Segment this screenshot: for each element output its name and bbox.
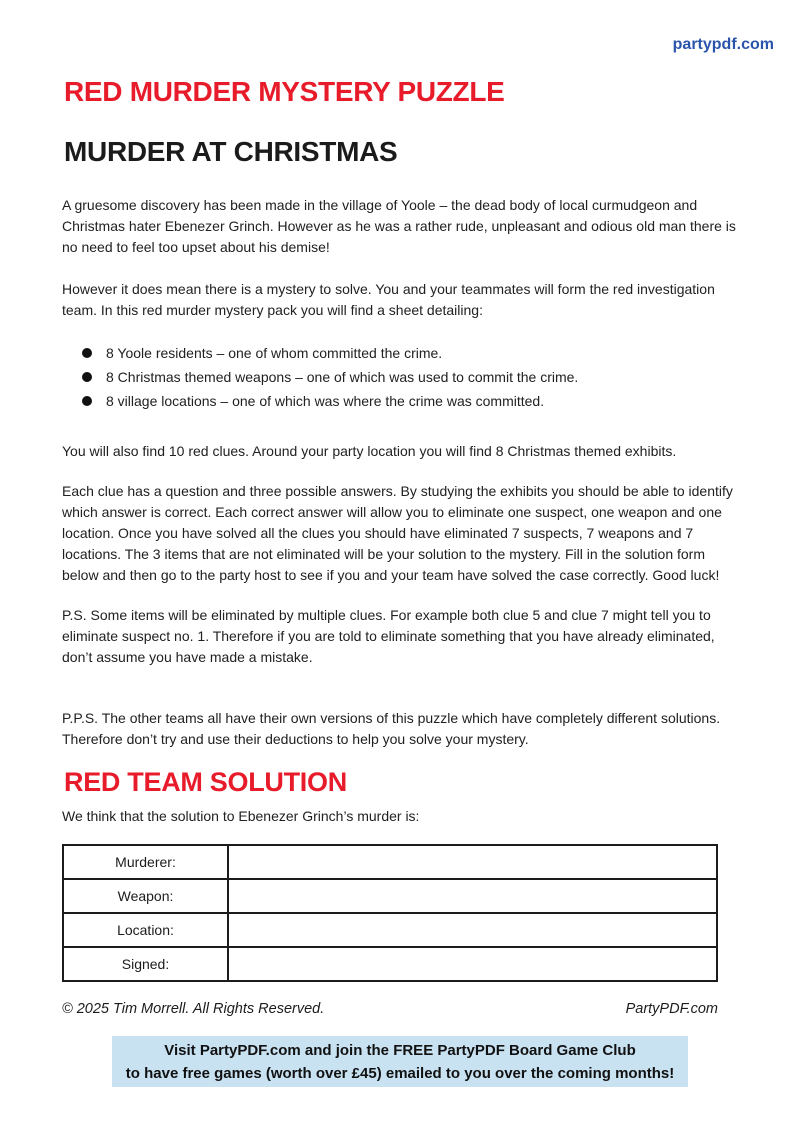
signed-answer-field[interactable] <box>228 947 717 981</box>
mystery-paragraph: However it does mean there is a mystery to solve. You and your teammates will form the red investigation team. In this red murder mystery pack you will find a sheet detailing: <box>62 281 715 318</box>
page-title: RED MURDER MYSTERY PUZZLE <box>64 76 505 107</box>
clues-paragraph: You will also find 10 red clues. Around your party location you will find 8 Christmas themed exhibits. <box>62 443 677 459</box>
solution-intro-text: We think that the solution to Ebenezer Grinch’s murder is: <box>62 808 420 824</box>
table-row <box>63 947 717 981</box>
solution-section-title: RED TEAM SOLUTION <box>64 767 347 797</box>
copyright-text: © 2025 Tim Morrell. All Rights Reserved. <box>62 1001 325 1017</box>
location-row-label: Location: <box>63 913 228 947</box>
list-item-text: 8 Yoole residents – one of whom committed the crime. <box>106 345 443 361</box>
solution-form-table <box>62 844 718 982</box>
intro-paragraph: A gruesome discovery has been made in the village of Yoole – the dead body of local curmudgeon and Christmas hater Ebenezer Grinch. However as he was a rather rude, unpleasant and odious old man there is no need to feel too upset about his demise! <box>62 197 736 255</box>
weapon-row-label: Weapon: <box>63 879 228 913</box>
contents-bullet-list <box>62 341 738 413</box>
bullet-icon <box>82 396 92 406</box>
page-footer <box>62 1001 718 1017</box>
header-brand-link[interactable]: partypdf.com <box>672 36 774 53</box>
signed-row-label: Signed: <box>63 947 228 981</box>
bullet-icon <box>82 348 92 358</box>
list-item <box>82 365 738 389</box>
banner-line-2: to have free games (worth over £45) emailed to you over the coming months! <box>125 1065 675 1082</box>
murderer-row-label: Murderer: <box>63 845 228 879</box>
list-item-text: 8 village locations – one of which was where the crime was committed. <box>106 393 545 409</box>
location-answer-field[interactable] <box>228 913 717 947</box>
board-game-club-banner[interactable] <box>112 1036 688 1087</box>
page-subtitle: MURDER AT CHRISTMAS <box>64 136 398 167</box>
list-item <box>82 341 738 365</box>
banner-line-1: Visit PartyPDF.com and join the FREE PartyPDF Board Game Club <box>164 1042 636 1059</box>
table-row <box>63 879 717 913</box>
table-row <box>63 845 717 879</box>
footer-brand-link[interactable]: PartyPDF.com <box>625 1001 718 1017</box>
pps-paragraph: P.P.S. The other teams all have their own versions of this puzzle which have completely different solutions. Therefore don’t try and use their deductions to help you solve your mystery. <box>62 710 721 747</box>
ps-paragraph: P.S. Some items will be eliminated by multiple clues. For example both clue 5 and clue 7 might tell you to eliminate suspect no. 1. Therefore if you are told to eliminate something that you have already eliminated, don’t assume you have made a mistake. <box>62 607 715 665</box>
bullet-icon <box>82 372 92 382</box>
list-item <box>82 389 738 413</box>
list-item-text: 8 Christmas themed weapons – one of which was used to commit the crime. <box>106 369 579 385</box>
page-content <box>0 76 800 1087</box>
murderer-answer-field[interactable] <box>228 845 717 879</box>
instructions-paragraph: Each clue has a question and three possible answers. By studying the exhibits you should be able to identify which answer is correct. Each correct answer will allow you to eliminate one suspect, one weapon and one location. Once you have solved all the clues you should have eliminated 7 suspects, 7 weapons and 7 locations. The 3 items that are not eliminated will be your solution to the mystery. Fill in the solution form below and then go to the party host to see if you and your team have solved the case correctly. Good luck! <box>62 483 733 583</box>
weapon-answer-field[interactable] <box>228 879 717 913</box>
table-row <box>63 913 717 947</box>
